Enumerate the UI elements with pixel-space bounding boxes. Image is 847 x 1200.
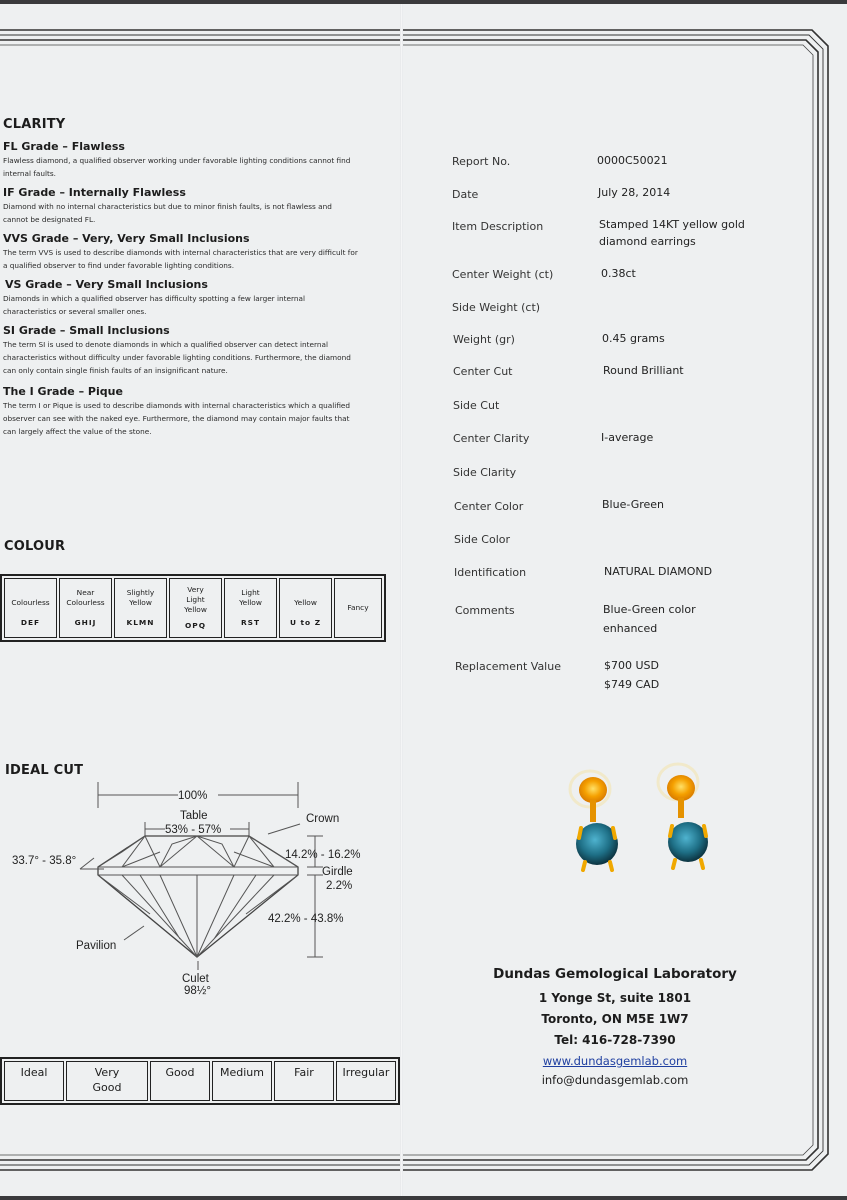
grade-description: The term VVS is used to describe diamonds with internal characteristics that are very difficult for a qualified observer to find under favorable lighting conditions. [3, 248, 358, 270]
grade-description: Diamonds in which a qualified observer has difficulty spotting a few larger internal characteristics or several smaller ones. [3, 294, 306, 316]
lab-info [440, 966, 790, 1090]
colour-codes: OPQ [185, 621, 206, 630]
field-label: Side Color [454, 533, 511, 546]
cut-grade-table [0, 1057, 400, 1105]
colour-name: Colourless [11, 598, 50, 607]
earrings-photo [555, 754, 725, 884]
cut-grade-cell: Fair [274, 1061, 334, 1101]
cut-grade-cell: Ideal [4, 1061, 64, 1101]
colour-cell [59, 578, 112, 638]
ideal-cut-diagram [0, 774, 395, 1004]
grade-description: Diamond with no internal characteristics but due to minor finish faults, is not flawless and cannot be designated FL. [3, 202, 332, 224]
item-description: Stamped 14KT yellow gold diamond earrings [599, 218, 745, 248]
report-date: July 28, 2014 [598, 186, 671, 199]
colour-name: Light Yellow [239, 588, 262, 607]
field-label: Side Clarity [453, 466, 517, 479]
field-label: Replacement Value [455, 660, 561, 673]
girdle-label: Girdle [322, 866, 353, 878]
certificate-sheet [0, 4, 847, 1196]
field-label: Comments [455, 604, 515, 617]
diameter-label: 100% [178, 790, 208, 802]
field-label: Side Cut [453, 399, 500, 412]
grade-title: FL Grade – Flawless [3, 140, 125, 153]
crown-angle: 33.7° - 35.8° [12, 855, 77, 867]
colour-name: Near Colourless [66, 588, 105, 607]
field-label: Identification [454, 566, 527, 579]
field-label: Center Color [454, 500, 524, 513]
lab-email: info@dundasgemlab.com [541, 1073, 689, 1087]
report-number: 0000C50021 [597, 154, 668, 167]
field-label: Center Cut [453, 365, 513, 378]
center-cut: Round Brilliant [603, 364, 684, 377]
culet-label: Culet [182, 973, 209, 985]
girdle-value: 2.2% [326, 880, 353, 892]
culet-value: 98½° [184, 985, 211, 997]
pavilion-depth: 42.2% - 43.8% [268, 913, 344, 925]
grade-description: Flawless diamond, a qualified observer working under favorable lighting conditions cannot find internal faults. [3, 156, 351, 178]
colour-name: Fancy [347, 603, 369, 612]
grade-description: The term SI is used to denote diamonds in which a qualified observer can detect internal characteristics without difficulty under favorable lighting conditions. Furthermore, the diamond can only contain single finish faults of an insignificant nature. [3, 340, 351, 375]
colour-cell [224, 578, 277, 638]
colour-name: Very Light Yellow [184, 585, 207, 614]
clarity-heading: CLARITY [3, 117, 66, 132]
table-label: Table [180, 810, 208, 822]
cut-grade-cell: Irregular [336, 1061, 396, 1101]
grade-description: The term I or Pique is used to describe diamonds with internal characteristics which a qualified observer can see with the naked eye. Furthermore, the diamond may contain major faults that can largely affect the value of the stone. [3, 401, 351, 436]
colour-heading: COLOUR [4, 539, 66, 554]
grade-title: The I Grade – Pique [3, 385, 123, 398]
table-range: 53% - 57% [165, 824, 222, 836]
replacement-value: $700 USD $749 CAD [604, 659, 660, 691]
colour-cell [279, 578, 332, 638]
field-label: Report No. [452, 155, 511, 168]
grade-title: VS Grade – Very Small Inclusions [5, 278, 208, 291]
grade-title: IF Grade – Internally Flawless [3, 186, 186, 199]
crown-height: 14.2% - 16.2% [285, 849, 361, 861]
colour-name: Slightly Yellow [126, 588, 155, 607]
colour-cell [169, 578, 222, 638]
lab-name: Dundas Gemological Laboratory [493, 966, 737, 982]
lab-address-line2: Toronto, ON M5E 1W7 [541, 1012, 689, 1026]
colour-codes: GHIJ [74, 618, 97, 627]
colour-codes: U to Z [289, 618, 322, 627]
identification: NATURAL DIAMOND [604, 565, 713, 578]
comments: Blue-Green color enhanced [603, 603, 696, 635]
weight-grams: 0.45 grams [602, 332, 665, 345]
field-label: Center Clarity [453, 432, 530, 445]
colour-cell [4, 578, 57, 638]
colour-scale-table [0, 574, 386, 642]
colour-codes: DEF [20, 618, 41, 627]
page-fold [400, 4, 403, 1196]
colour-codes: RST [240, 618, 261, 627]
lab-address-line1: 1 Yonge St, suite 1801 [538, 991, 692, 1005]
field-label: Weight (gr) [453, 333, 515, 346]
cut-grade-cell: Good [150, 1061, 210, 1101]
cut-grade-cell: Very Good [66, 1061, 148, 1101]
colour-cell [334, 578, 382, 638]
field-label: Date [452, 188, 479, 201]
ideal-cut-heading: IDEAL CUT [5, 763, 84, 778]
cut-grade-cell: Medium [212, 1061, 272, 1101]
center-color: Blue-Green [602, 498, 665, 511]
lab-website-link[interactable]: www.dundasgemlab.com [542, 1054, 688, 1068]
grade-title: SI Grade – Small Inclusions [3, 324, 170, 337]
field-label: Side Weight (ct) [452, 301, 541, 314]
colour-name: Yellow [294, 598, 317, 607]
field-label: Item Description [452, 220, 544, 233]
center-weight: 0.38ct [601, 267, 636, 280]
crown-label: Crown [306, 813, 340, 825]
field-label: Center Weight (ct) [452, 268, 554, 281]
center-clarity: I-average [601, 431, 654, 444]
lab-phone: Tel: 416-728-7390 [554, 1033, 676, 1047]
pavilion-label: Pavilion [76, 940, 117, 952]
colour-cell [114, 578, 167, 638]
grade-title: VVS Grade – Very, Very Small Inclusions [3, 232, 250, 245]
colour-codes: KLMN [126, 618, 155, 627]
